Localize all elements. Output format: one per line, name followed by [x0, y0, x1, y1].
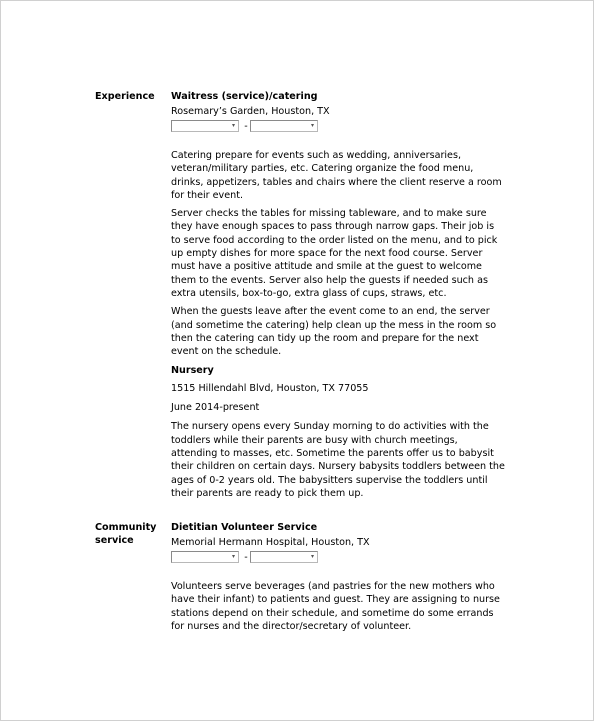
sub-job-description: The nursery opens every Sunday morning to do activities with the toddlers while their parents are busy with church meetings, attending to masses, etc. Sometime the parents offer us to babysit their children on certain days. Nursery babysits toddlers between the ages of 0-2 years old. The babysitters supervise the toddlers until their parents are ready to pick them up.	[171, 421, 505, 499]
date-separator: -	[244, 121, 248, 132]
dropdown-icon: ▾	[231, 122, 235, 129]
end-date-field[interactable]	[250, 551, 318, 563]
community-label-line: service	[95, 535, 134, 546]
start-date-field[interactable]	[171, 551, 239, 563]
sub-job-dates: June 2014-present	[171, 402, 260, 414]
community-label	[95, 521, 169, 547]
date-range	[171, 120, 505, 134]
start-date-field[interactable]	[171, 120, 239, 132]
community-label-line: Community	[95, 522, 157, 533]
date-range	[171, 551, 505, 565]
end-date-field[interactable]	[250, 120, 318, 132]
date-separator: -	[244, 552, 248, 563]
experience-label: Experience	[95, 91, 155, 102]
sub-job-address: 1515 Hillendahl Blvd, Houston, TX 77055	[171, 383, 369, 395]
employer: Memorial Hermann Hospital, Houston, TX	[171, 537, 370, 548]
experience-body	[171, 90, 505, 505]
dropdown-icon: ▾	[310, 553, 314, 560]
job-description-paragraph: Server checks the tables for missing tableware, and to make sure they have enough spaces to pass through narrow gaps. Their job is to serve food according to the order listed on the menu, and to pick up empty dishes for more space for the next food course. Server must have a positive attitude and smile at the guest to welcome them to the events. Server also help the guests if needed such as extra utensils, box-to-go, extra glass of cups, straws, etc.	[171, 208, 498, 299]
job-description-paragraph: Catering prepare for events such as wedding, anniversaries, veteran/military parties, etc. Catering organize the food menu, drinks, appetizers, tables and chairs where the client reserve a room for their event.	[171, 150, 502, 201]
job-title: Dietitian Volunteer Service	[171, 522, 318, 533]
dropdown-icon: ▾	[231, 553, 235, 560]
dropdown-icon: ▾	[310, 122, 314, 129]
employer: Rosemary’s Garden, Houston, TX	[171, 106, 330, 117]
volunteer-description: Volunteers serve beverages (and pastries for the new mothers who have their infant) to patients and guest. They are assigning to nurse stations depend on their schedule, and sometime do some errands for nurses and the director/secretary of volunteer.	[171, 581, 500, 632]
job-title: Waitress (service)/catering	[171, 91, 318, 102]
community-body	[171, 521, 505, 638]
job-description-paragraph: When the guests leave after the event come to an end, the server (and sometime the catering) help clean up the mess in the room so then the catering can tidy up the room and prepare for the next event on the schedule.	[171, 306, 497, 358]
sub-job-title: Nursery	[171, 365, 214, 377]
